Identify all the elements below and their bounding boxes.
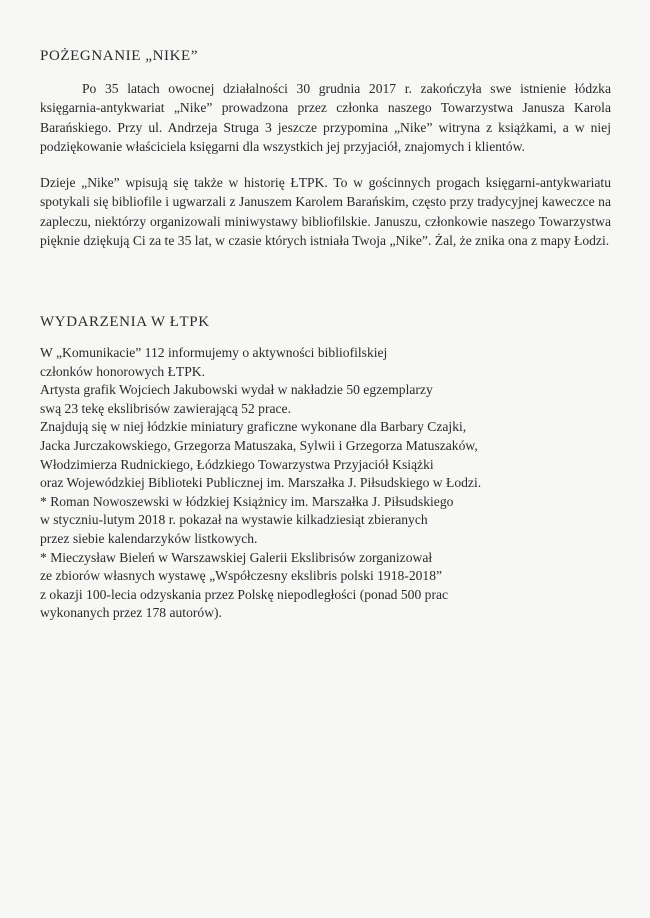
events-text [40, 344, 620, 623]
events-line: ze zbiorów własnych wystawę „Współczesny ekslibris polski 1918-2018” [40, 568, 443, 584]
section-title-nike: POŻEGNANIE „NIKE” [40, 48, 199, 64]
events-line: * Roman Nowoszewski w łódzkiej Książnicy im. Marszałka J. Piłsudskiego [40, 493, 454, 509]
events-line: swą 23 tekę ekslibrisów zawierającą 52 prace. [40, 400, 291, 416]
events-line: Artysta grafik Wojciech Jakubowski wydał w nakładzie 50 egzemplarzy [40, 382, 433, 398]
nike-paragraph-1: Po 35 latach owocnej działalności 30 grudnia 2017 r. zakończyła swe istnienie łódzka księgarnia-antykwariat „Nike” prowadzona przez członka naszego Towarzystwa Janusza Karola Barańskiego. Przy ul. Andrzeja Struga 3 jeszcze przypomina „Nike” witryna z książkami, a w niej podziękowanie właściciela księgarni dla wszystkich jej przyjaciół, znajomych i klientów. [40, 81, 611, 154]
events-line: Włodzimierza Rudnickiego, Łódzkiego Towarzystwa Przyjaciół Książki [40, 456, 434, 472]
events-line: w styczniu-lutym 2018 r. pokazał na wystawie kilkadziesiąt zbieranych [40, 512, 428, 528]
events-line: z okazji 100-lecia odzyskania przez Polskę niepodległości (ponad 500 prac [40, 586, 449, 602]
events-line: Jacka Jurczakowskiego, Grzegorza Matuszaka, Sylwii i Grzegorza Matuszaków, [40, 437, 478, 453]
events-line: członków honorowych ŁTPK. [40, 363, 205, 379]
events-line: * Mieczysław Bieleń w Warszawskiej Galerii Ekslibrisów zorganizował [40, 549, 433, 565]
nike-paragraph-2: Dzieje „Nike” wpisują się także w historię ŁTPK. To w gościnnych progach księgarni-antykwariatu spotykali się bibliofile i ugwarzali z Januszem Karolem Barańskim, często przy tradycyjnej kaweczce na zapleczu, niektórzy organizowali miniwystawy bibliofilskie. Januszu, członkowie naszego Towarzystwa pięknie dziękują Ci za te 35 lat, w czasie których istniała Twoja „Nike”. Żal, że znika ona z mapy Łodzi. [40, 175, 611, 248]
section-title-events: WYDARZENIA W ŁTPK [40, 314, 210, 330]
events-line: przez siebie kalendarzyków listkowych. [40, 530, 258, 546]
events-line: wykonanych przez 178 autorów). [40, 605, 222, 621]
events-line: W „Komunikacie” 112 informujemy o aktywności bibliofilskiej [40, 345, 388, 360]
events-line: Znajdują się w niej łódzkie miniatury graficzne wykonane dla Barbary Czajki, [40, 419, 467, 435]
events-line: oraz Wojewódzkiej Biblioteki Publicznej im. Marszałka J. Piłsudskiego w Łodzi. [40, 475, 482, 491]
